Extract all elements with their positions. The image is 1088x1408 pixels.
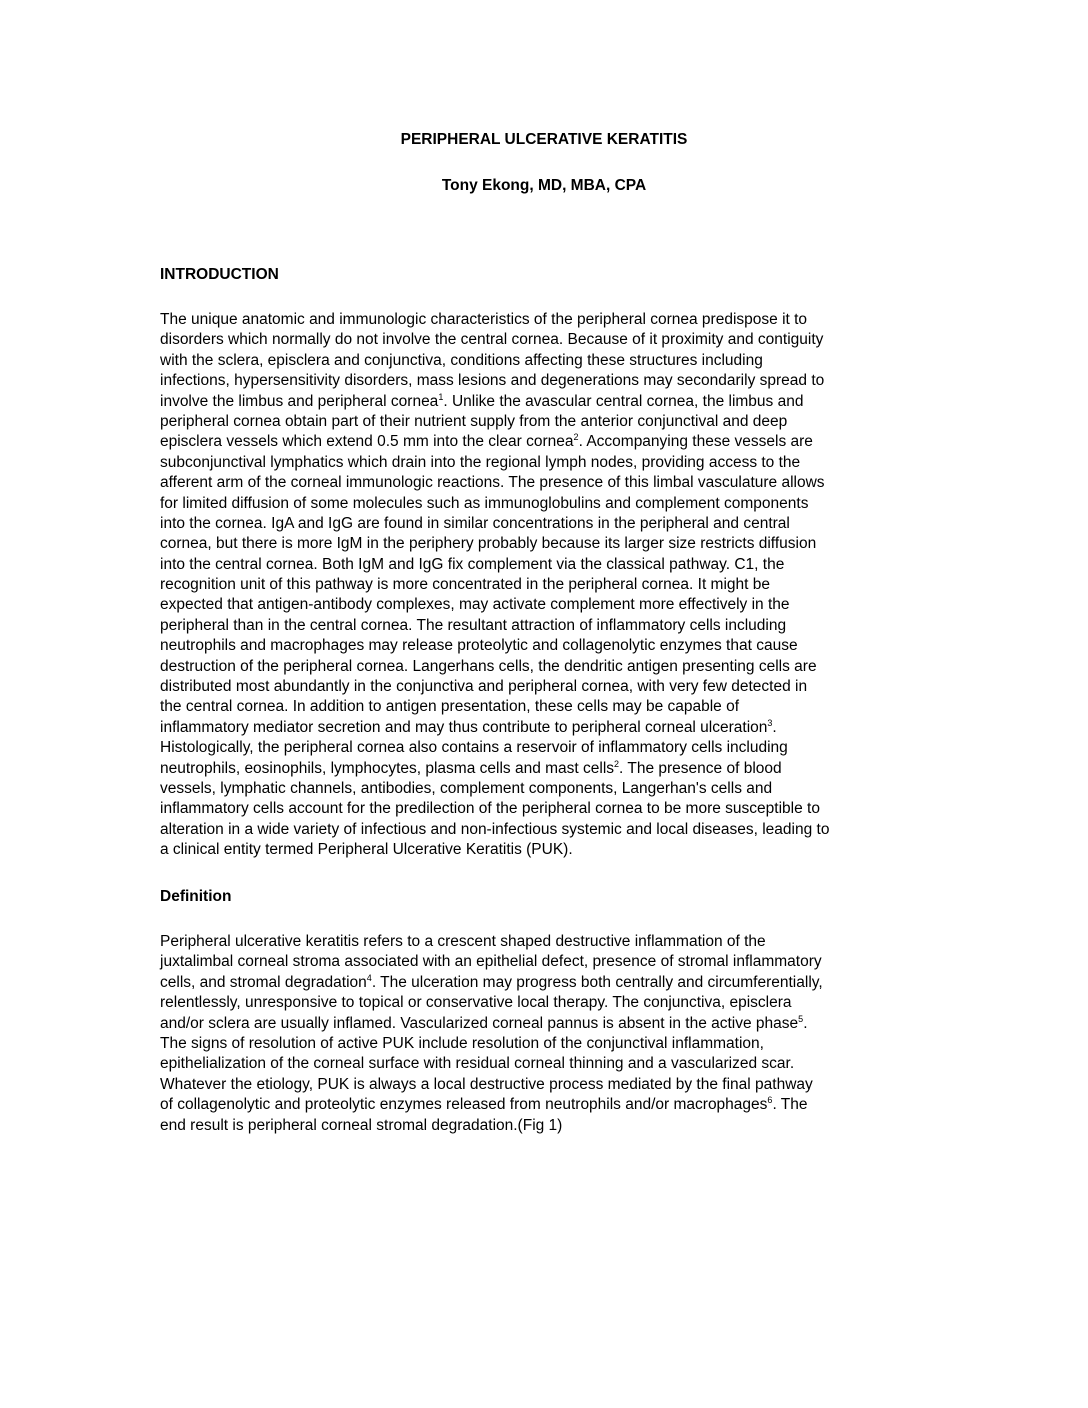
- text-fragment: juxtalimbal corneal stroma associated with an epithelial defect, presence of stromal inflammatory: [160, 953, 822, 971]
- text-line: [160, 779, 950, 799]
- text-line: [160, 392, 950, 412]
- text-line: [160, 697, 950, 717]
- text-fragment: the central cornea. In addition to antigen presentation, these cells may be capable of: [160, 698, 740, 716]
- text-fragment: recognition unit of this pathway is more concentrated in the peripheral cornea. It might be: [160, 576, 771, 594]
- text-line: [160, 534, 950, 554]
- text-fragment: Histologically, the peripheral cornea also contains a reservoir of inflammatory cells including: [160, 739, 788, 757]
- text-line: [160, 494, 950, 514]
- text-fragment: . The: [772, 1096, 808, 1114]
- text-line: [160, 1116, 950, 1136]
- text-fragment: vessels, lymphatic channels, antibodies, complement components, Langerhan's cells and: [160, 779, 773, 797]
- text-fragment: destruction of the peripheral cornea. Langerhans cells, the dendritic antigen presenting cells are: [160, 657, 817, 675]
- text-fragment: for limited diffusion of some molecules such as immunoglobulins and complement components: [160, 494, 809, 512]
- text-fragment: end result is peripheral corneal stromal degradation.(Fig 1): [160, 1116, 563, 1134]
- text-line: [160, 351, 950, 371]
- citation-superscript: 2: [573, 432, 579, 443]
- text-fragment: of collagenolytic and proteolytic enzymes released from neutrophils and/or macrophages: [160, 1096, 768, 1114]
- text-line: [160, 1075, 950, 1095]
- text-fragment: distributed most abundantly in the conjunctiva and peripheral cornea, with very few detected in: [160, 678, 808, 696]
- text-line: [160, 1095, 950, 1115]
- text-fragment: into the central cornea. Both IgM and IgG fix complement via the classical pathway. C1, the: [160, 555, 785, 573]
- text-line: [160, 1014, 950, 1034]
- text-fragment: infections, hypersensitivity disorders, mass lesions and degenerations may secondarily spread to: [160, 372, 825, 390]
- text-line: [160, 932, 950, 952]
- text-line: [160, 595, 950, 615]
- text-line: [160, 310, 950, 330]
- citation-superscript: 6: [767, 1095, 773, 1106]
- text-line: [160, 677, 950, 697]
- text-fragment: afferent arm of the corneal immunologic reactions. The presence of this limbal vasculature allows: [160, 474, 825, 492]
- text-line: [160, 330, 950, 350]
- text-fragment: peripheral than in the central cornea. The resultant attraction of inflammatory cells including: [160, 616, 787, 634]
- text-line: [160, 575, 950, 595]
- text-line: [160, 555, 950, 575]
- text-line: [160, 473, 950, 493]
- text-line: [160, 412, 950, 432]
- text-line: [160, 432, 950, 452]
- text-fragment: with the sclera, episclera and conjunctiva, conditions affecting these structures including: [160, 351, 763, 369]
- text-fragment: cells, and stromal degradation: [160, 973, 367, 991]
- document-title: PERIPHERAL ULCERATIVE KERATITIS: [400, 131, 688, 148]
- definition-heading: Definition: [160, 888, 232, 905]
- author-line: Tony Ekong, MD, MBA, CPA: [441, 177, 647, 194]
- citation-superscript: 1: [438, 391, 444, 402]
- text-fragment: The unique anatomic and immunologic characteristics of the peripheral cornea predispose it to: [160, 311, 808, 328]
- citation-superscript: 4: [366, 972, 372, 983]
- text-line: [160, 820, 950, 840]
- citation-superscript: 3: [767, 717, 773, 728]
- text-fragment: episclera vessels which extend 0.5 mm into the clear cornea: [160, 433, 574, 451]
- text-fragment: disorders which normally do not involve the central cornea. Because of it proximity and contiguity: [160, 331, 824, 349]
- text-line: [160, 453, 950, 473]
- text-line: [160, 616, 950, 636]
- text-line: [160, 657, 950, 677]
- text-line: [160, 799, 950, 819]
- text-fragment: .: [772, 718, 777, 736]
- text-fragment: neutrophils, eosinophils, lymphocytes, plasma cells and mast cells: [160, 759, 615, 777]
- text-fragment: . The ulceration may progress both centrally and circumferentially,: [371, 973, 823, 991]
- text-line: [160, 1034, 950, 1054]
- text-fragment: involve the limbus and peripheral cornea: [160, 392, 439, 410]
- citation-superscript: 5: [798, 1013, 804, 1024]
- introduction-paragraph: [160, 310, 950, 861]
- definition-paragraph: [160, 932, 950, 1136]
- text-line: [160, 1054, 950, 1074]
- text-line: [160, 636, 950, 656]
- text-fragment: alteration in a wide variety of infectious and non-infectious systemic and local diseases, leading to: [160, 820, 830, 838]
- text-fragment: inflammatory mediator secretion and may thus contribute to peripheral corneal ulceration: [160, 718, 768, 736]
- text-line: [160, 973, 950, 993]
- text-line: [160, 840, 950, 860]
- text-line: [160, 993, 950, 1013]
- text-line: [160, 759, 950, 779]
- text-fragment: cornea, but there is more IgM in the periphery probably because its larger size restricts diffusion: [160, 535, 817, 553]
- text-fragment: . The presence of blood: [619, 759, 782, 777]
- text-fragment: subconjunctival lymphatics which drain into the regional lymph nodes, providing access to the: [160, 453, 801, 471]
- text-fragment: and/or sclera are usually inflamed. Vascularized corneal pannus is absent in the active phase: [160, 1014, 799, 1032]
- text-fragment: The signs of resolution of active PUK include resolution of the conjunctival inflammation,: [160, 1034, 764, 1052]
- text-fragment: . Accompanying these vessels are: [578, 433, 813, 451]
- text-fragment: Whatever the etiology, PUK is always a local destructive process mediated by the final pathway: [160, 1075, 813, 1093]
- text-line: [160, 718, 950, 738]
- introduction-heading: INTRODUCTION: [160, 266, 279, 283]
- text-fragment: a clinical entity termed Peripheral Ulcerative Keratitis (PUK).: [160, 841, 573, 859]
- text-fragment: .: [803, 1014, 808, 1032]
- text-fragment: into the cornea. IgA and IgG are found in similar concentrations in the peripheral and central: [160, 514, 790, 532]
- text-fragment: epithelialization of the corneal surface with residual corneal thinning and a vascularized scar.: [160, 1055, 795, 1073]
- text-fragment: . Unlike the avascular central cornea, the limbus and: [443, 392, 804, 410]
- text-fragment: neutrophils and macrophages may release proteolytic and collagenolytic enzymes that cause: [160, 637, 798, 655]
- text-fragment: Peripheral ulcerative keratitis refers to a crescent shaped destructive inflammation of the: [160, 933, 766, 950]
- citation-superscript: 2: [614, 758, 620, 769]
- text-line: [160, 514, 950, 534]
- text-line: [160, 371, 950, 391]
- text-line: [160, 738, 950, 758]
- text-fragment: peripheral cornea obtain part of their nutrient supply from the anterior conjunctival and deep: [160, 412, 788, 430]
- text-line: [160, 952, 950, 972]
- text-fragment: inflammatory cells account for the predilection of the peripheral cornea to be more susceptible to: [160, 800, 820, 818]
- text-fragment: relentlessly, unresponsive to topical or conservative local therapy. The conjunctiva, episclera: [160, 994, 792, 1012]
- text-fragment: expected that antigen-antibody complexes, may activate complement more effectively in the: [160, 596, 790, 614]
